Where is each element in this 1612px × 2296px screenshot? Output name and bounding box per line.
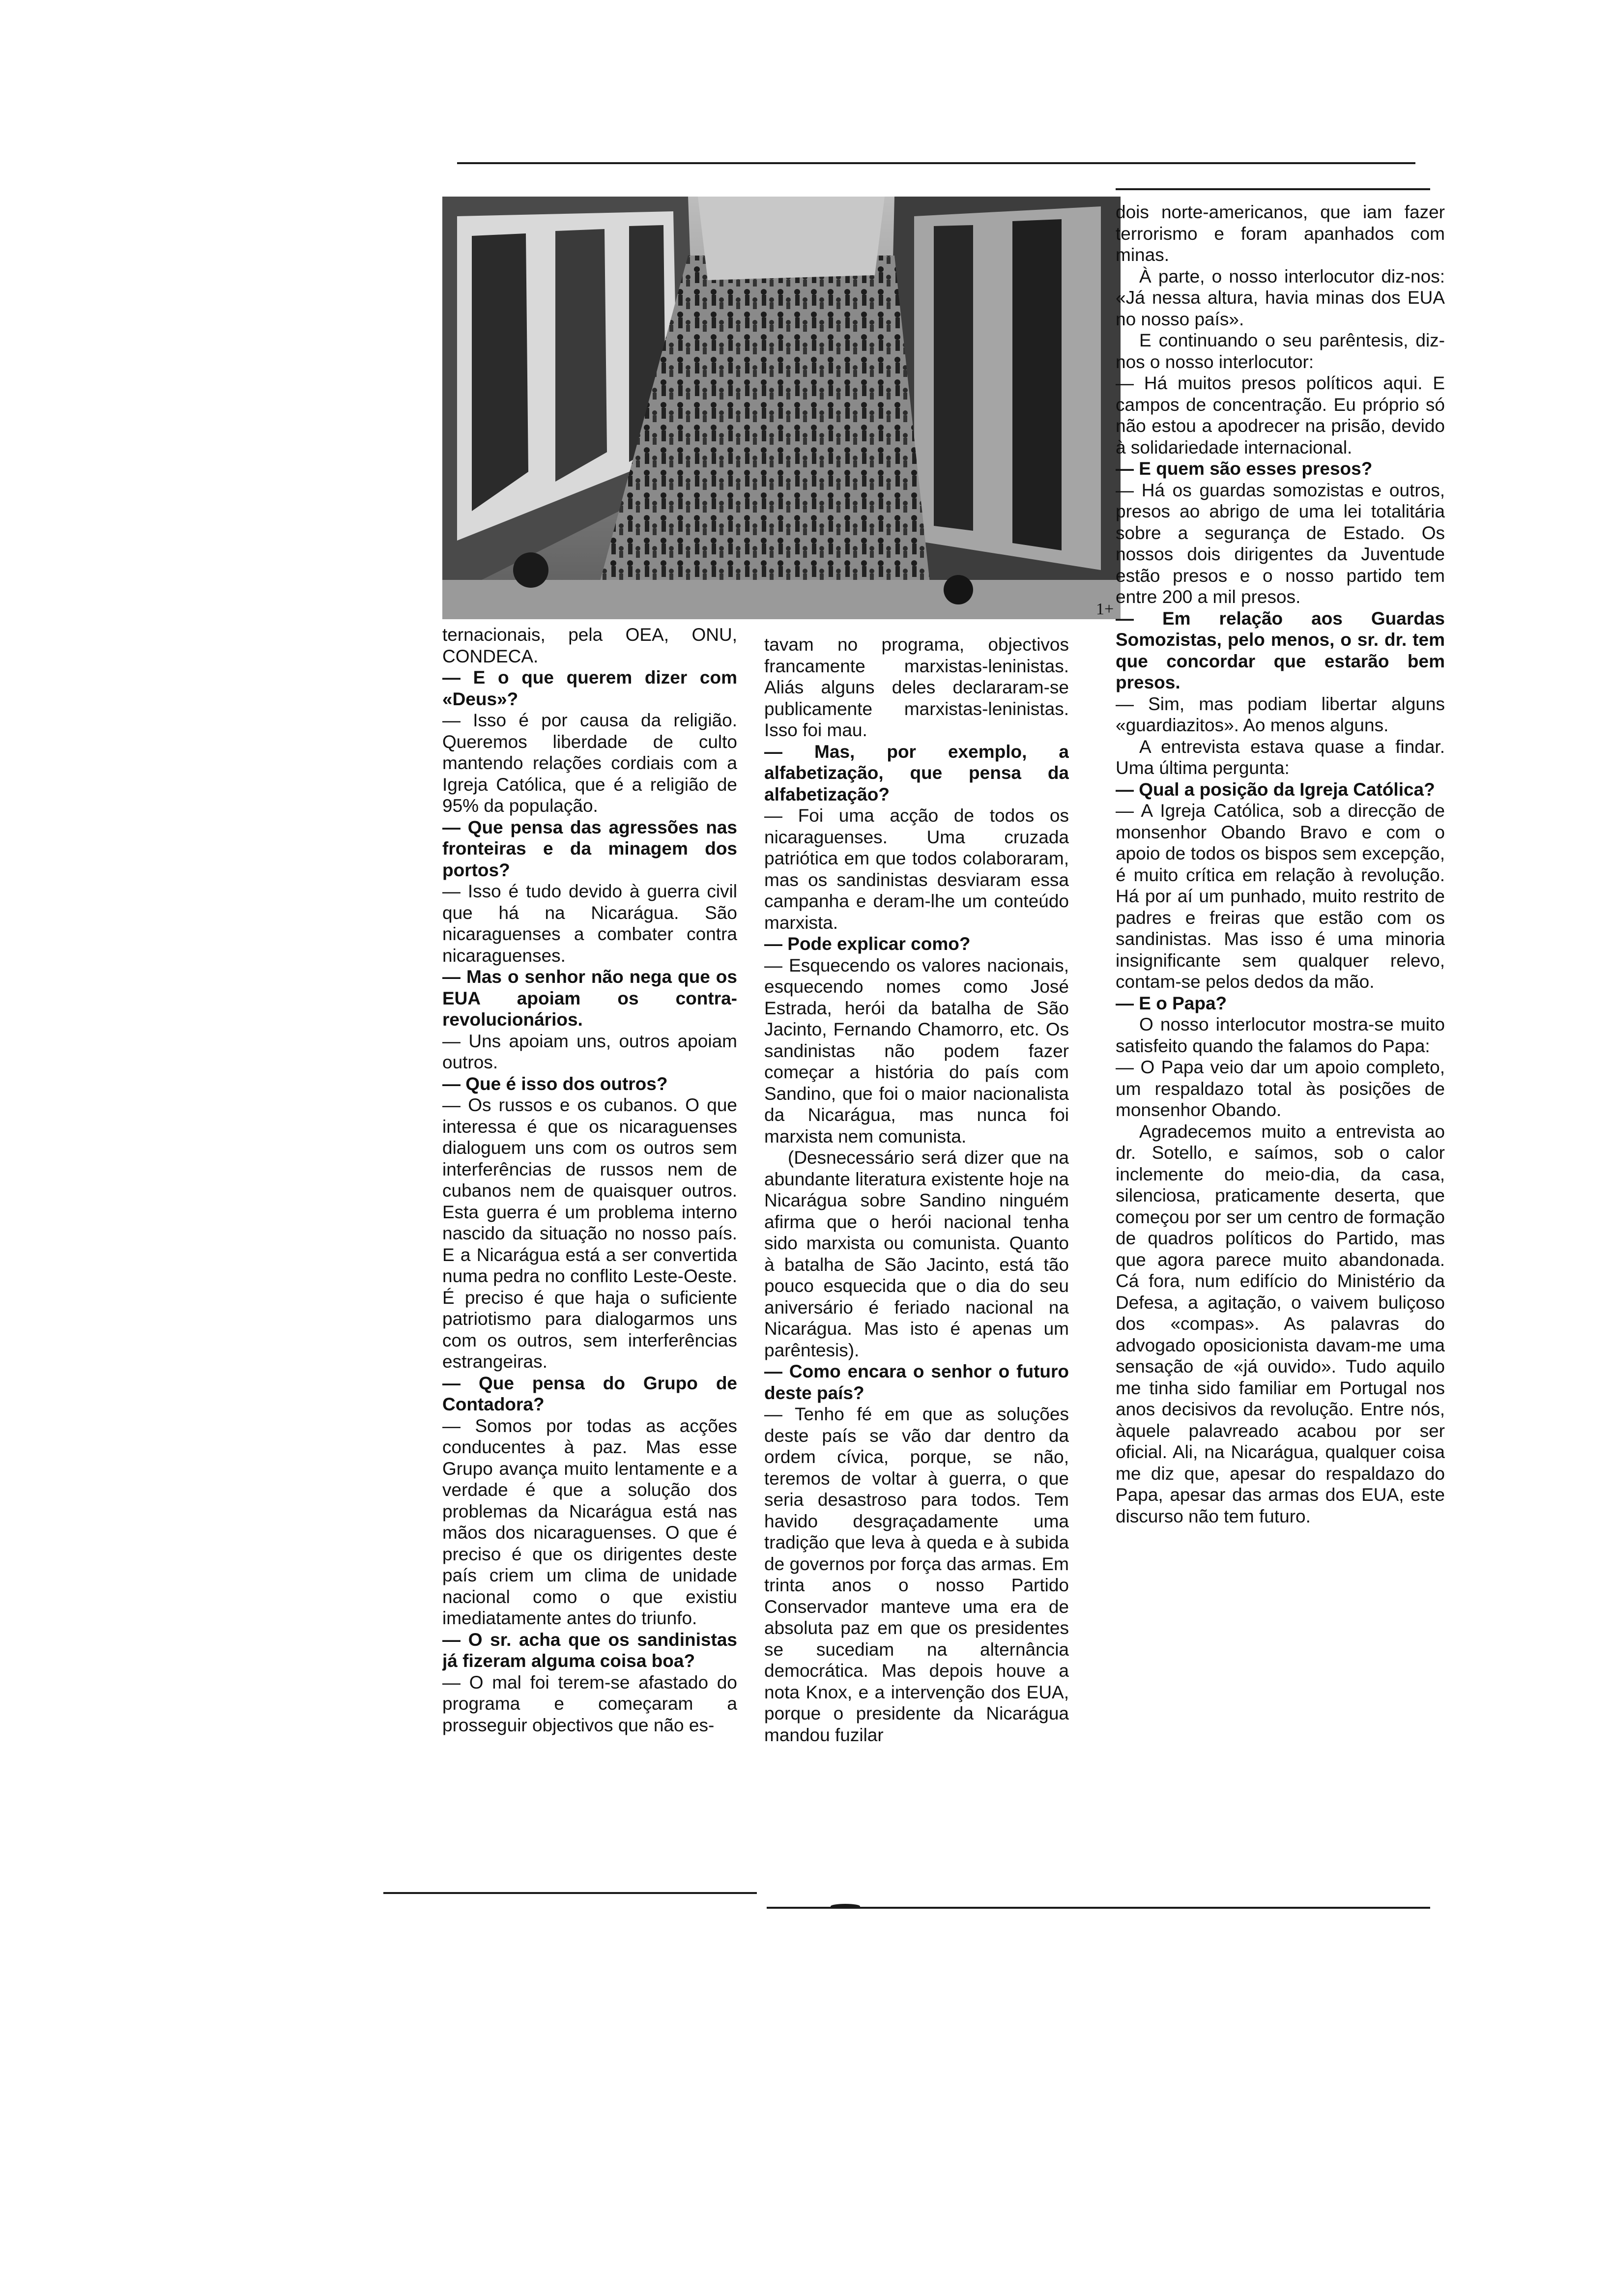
paragraph: — O Papa veio dar um apoio completo, um respaldazo total às posições de monsenhor Obando. (1116, 1057, 1445, 1120)
question: — Pode explicar como? (764, 934, 971, 954)
paragraph: — Há os guardas somozistas e outros, presos ao abrigo de uma lei totalitária sobre a segurança de Estado. Os nossos dois dirigentes da Juventude estão presos e o nosso partido tem entre 200 a mil presos. (1116, 480, 1445, 607)
bottom-ornament (831, 1904, 860, 1909)
article-column-3 (1116, 201, 1445, 1882)
paragraph: — Tenho fé em que as soluções deste país se vão dar dentro da ordem cívica, porque, se não, teremos de voltar à guerra, o que seria desastroso para todos. Tem havido desgraçadamente uma tradição que leva à queda e à subida de governos por força das armas. Em trinta anos o nosso Partido Conservador manteve uma era de absoluta paz em que os presidentes se sucediam na alternância democrática. Mas depois houve a nota Knox, e a intervenção dos EUA, porque o presidente da Nicarágua mandou fuzilar (764, 1404, 1069, 1745)
paragraph: tavam no programa, objectivos francamente marxistas-leninistas. Aliás alguns deles declararam-se publicamente marxistas-leninistas. Isso foi mau. (764, 634, 1069, 740)
paragraph: ternacionais, pela OEA, ONU, CONDECA. (442, 625, 737, 666)
question: — Que pensa das agressões nas fronteiras e da minagem dos portos? (442, 817, 737, 880)
paragraph: (Desnecessário será dizer que na abundante literatura existente hoje na Nicarágua sobre Sandino ninguém afirma que o herói nacional tenha sido marxista ou comunista. Quanto à batalha de São Jacinto, está tão pouco esquecida que o dia do seu aniversário é feriado nacional na Nicarágua. Mas isto é apenas um parêntesis). (764, 1148, 1069, 1360)
top-rule (457, 162, 1415, 164)
question: — Como encara o senhor o futuro deste país? (764, 1361, 1069, 1403)
paragraph: — Esquecendo os valores nacionais, esquecendo nomes como José Estrada, herói da batalha de São Jacinto, Fernando Chamorro, etc. Os sandinistas não podem fazer começar a história do país com Sandino, que foi o maior nacionalista da Nicarágua, mas nunca foi marxista nem comunista. (764, 955, 1069, 1147)
question: — Em relação aos Guardas Somozistas, pelo menos, o sr. dr. tem que concordar que estarão bem presos. (1116, 608, 1445, 692)
question: — E o Papa? (1116, 993, 1227, 1013)
paragraph: — Uns apoiam uns, outros apoiam outros. (442, 1031, 737, 1072)
bottom-rule-right (767, 1907, 1430, 1909)
question: — O sr. acha que os sandinistas já fizeram alguma coisa boa? (442, 1629, 737, 1671)
paragraph: À parte, o nosso interlocutor diz-nos: «Já nessa altura, havia minas dos EUA no nosso país». (1116, 266, 1445, 329)
question: — Que é isso dos outros? (442, 1073, 668, 1094)
paragraph: O nosso interlocutor mostra-se muito satisfeito quando the falamos do Papa: (1116, 1014, 1445, 1056)
paragraph: dois norte-americanos, que iam fazer terrorismo e foram apanhados com minas. (1116, 202, 1445, 265)
question: — E o que querem dizer com «Deus»? (442, 667, 737, 709)
paragraph: — Somos por todas as acções conducentes à paz. Mas esse Grupo avança muito lentamente e a verdade é que a solução dos problemas da Nicarágua está nas mãos dos nicaraguenses. O que é preciso é que os dirigentes deste país criem um clima de unidade nacional como o que existiu imediatamente antes do triunfo. (442, 1415, 737, 1628)
top-rule-right (1116, 188, 1430, 190)
paragraph: — Foi uma acção de todos os nicaraguenses. Uma cruzada patriótica em que todos colaboraram, mas os sandinistas desviaram essa campanha e deram-lhe um conteúdo marxista. (764, 805, 1069, 933)
paragraph: — A Igreja Católica, sob a direcção de monsenhor Obando Bravo e com o apoio de todos os bispos sem excepção, é muito crítica em relação à revolução. Há por aí um punhado, muito restrito de padres e freiras que estão com os sandinistas. Mas isso é uma minoria insignificante sem qualquer relevo, contam-se pelos dedos da mão. (1116, 801, 1445, 992)
paragraph: — Isso é tudo devido à guerra civil que há na Nicarágua. São nicaraguenses a combater contra nicaraguenses. (442, 881, 737, 966)
paragraph: — Isso é por causa da religião. Queremos liberdade de culto mantendo relações cordiais com a Igreja Católica, que é a religião de 95% da população. (442, 710, 737, 816)
article-column-2 (764, 634, 1069, 1885)
article-column-1 (442, 624, 737, 1882)
paragraph: A entrevista estava quase a findar. Uma última pergunta: (1116, 736, 1445, 778)
question: — Mas, por exemplo, a alfabetização, que pensa da alfabetização? (764, 741, 1069, 804)
paragraph: Agradecemos muito a entrevista ao dr. Sotello, e saímos, sob o calor inclemente do meio-dia, da casa, silenciosa, praticamente deserta, que começou por ser um centro de formação de quadros políticos do Partido, mas que agora parece muito abandonada. Cá fora, num edifício do Ministério da Defesa, a agitação, o vaivem buliçoso dos «compas». As palavras do advogado oposicionista davam-me uma sensação de «já ouvido». Tudo aquilo me tinha sido familiar em Portugal nos anos decisivos da revolução. Entre nós, àquele palavreado acabou por ser oficial. Ali, na Nicarágua, qualquer coisa me diz que, apesar do respaldazo do Papa, apesar das armas dos EUA, este discurso não tem futuro. (1116, 1121, 1445, 1526)
paragraph: — Há muitos presos políticos aqui. E campos de concentração. Eu próprio só não estou a apodrecer na prisão, devido à solidariedade internacional. (1116, 373, 1445, 458)
photo-credit-mark: 1+ (1096, 600, 1114, 618)
question: — Mas o senhor não nega que os EUA apoiam os contra-revolucionários. (442, 967, 737, 1030)
street-photo (442, 197, 1121, 619)
bottom-rule-left (383, 1892, 757, 1894)
question: — E quem são esses presos? (1116, 459, 1373, 479)
paragraph: — O mal foi terem-se afastado do programa e começaram a prosseguir objectivos que não es- (442, 1672, 737, 1735)
paragraph: — Os russos e os cubanos. O que interessa é que os nicaraguenses dialoguem uns com os outros sem interferências de russos nem de cubanos nem de quaisquer outros. Esta guerra é um problema interno nascido da situação no nosso país. E a Nicarágua está a ser convertida numa pedra no conflito Leste-Oeste. É preciso é que haja o suficiente patriotismo para dialogarmos uns com os outros, sem interferências estrangeiras. (442, 1095, 737, 1372)
paragraph: — Sim, mas podiam libertar alguns «guardiazitos». Ao menos alguns. (1116, 693, 1445, 735)
question: — Que pensa do Grupo de Contadora? (442, 1373, 737, 1414)
question: — Qual a posição da Igreja Católica? (1116, 779, 1435, 800)
paragraph: E continuando o seu parêntesis, diz-nos o nosso interlocutor: (1116, 330, 1445, 372)
